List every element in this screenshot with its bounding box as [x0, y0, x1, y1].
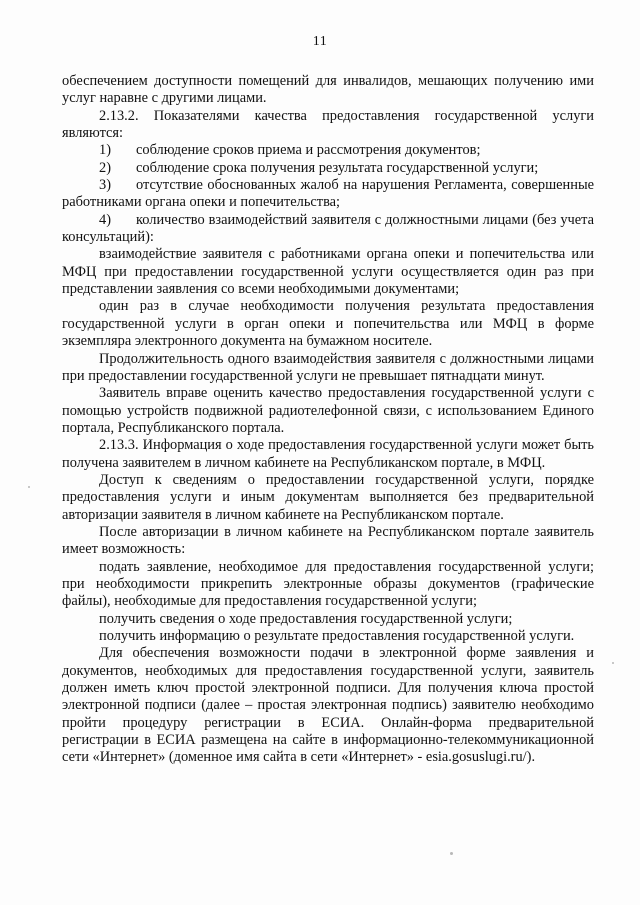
paragraph: подать заявление, необходимое для предоставления государственной услуги; при необходимости прикрепить электронные образы документов (графические файлы), необходимые для предоставления государственной услуги; — [62, 558, 594, 610]
paragraph: Доступ к сведениям о предоставлении государственной услуги, порядке предоставления услуги и иным документам выполняется без предварительной авторизации заявителя в личном кабинете на Республиканском портале. — [62, 471, 594, 523]
list-item-number: 1) — [99, 142, 111, 159]
paragraph: После авторизации в личном кабинете на Республиканском портале заявитель имеет возможность: — [62, 523, 594, 558]
paragraph: получить сведения о ходе предоставления государственной услуги; — [99, 610, 513, 627]
list-item-number: 2) — [99, 159, 111, 176]
paragraph: 2.13.2. Показателями качества предоставления государственной услуги являются: — [62, 107, 594, 142]
page-number: 11 — [312, 34, 328, 49]
paragraph: обеспечением доступности помещений для инвалидов, мешающих получению ими услуг наравне с другими лицами. — [62, 73, 594, 107]
list-item — [62, 142, 594, 159]
scan-speck — [28, 486, 30, 488]
paragraph: один раз в случае необходимости получения результата предоставления государственной услуги в орган опеки и попечительства или МФЦ в форме экземпляра электронного документа на бумажном носителе. — [62, 298, 594, 350]
document-body — [62, 73, 594, 767]
list-item — [62, 212, 594, 247]
scan-speck — [450, 852, 453, 855]
list-item-number: 4) — [99, 211, 111, 228]
paragraph: взаимодействие заявителя с работниками органа опеки и попечительства или МФЦ при предоставлении государственной услуги осуществляется один раз при представлении заявления со всеми необходимыми документами; — [62, 246, 594, 298]
paragraph: Заявитель вправе оценить качество предоставления государственной услуги с помощью устройств подвижной радиотелефонной связи, с использованием Единого портала, Республиканского портала. — [62, 385, 594, 436]
list-item-text: соблюдение сроков приема и рассмотрения документов; — [136, 142, 481, 159]
list-item-text: соблюдение срока получения результата государственной услуги; — [136, 159, 539, 176]
paragraph: получить информацию о результате предоставления государственной услуги. — [99, 628, 575, 644]
list-item — [62, 160, 594, 177]
paragraph: 2.13.3. Информация о ходе предоставления государственной услуги может быть получена заявителем в личном кабинете на Республиканском портале, в МФЦ. — [62, 437, 594, 471]
paragraph: Для обеспечения возможности подачи в электронной форме заявления и документов, необходимых для предоставления государственной услуги, заявитель должен иметь ключ простой электронной подписи. Для получения ключа простой электронной подписи (далее – простая электронная подпись) заявителю необходимо пройти процедуру регистрации в ЕСИА. Онлайн-форма предварительной регистрации в ЕСИА размещена на сайте в информационно-телекоммуникационной сети «Интернет» (доменное имя сайта в сети «Интернет» - esia.gosuslugi.ru/). — [62, 645, 594, 766]
list-item-text: количество взаимодействий заявителя с должностными лицами (без учета консультаций): — [62, 211, 594, 246]
list-item — [62, 177, 594, 212]
scan-speck — [612, 662, 614, 664]
list-item-text: отсутствие обоснованных жалоб на нарушения Регламента, совершенные работниками органа опеки и попечительства; — [62, 177, 594, 211]
list-item-number: 3) — [99, 177, 111, 194]
paragraph: Продолжительность одного взаимодействия заявителя с должностными лицами при предоставлении государственной услуги не превышает пятнадцати минут. — [62, 350, 594, 384]
